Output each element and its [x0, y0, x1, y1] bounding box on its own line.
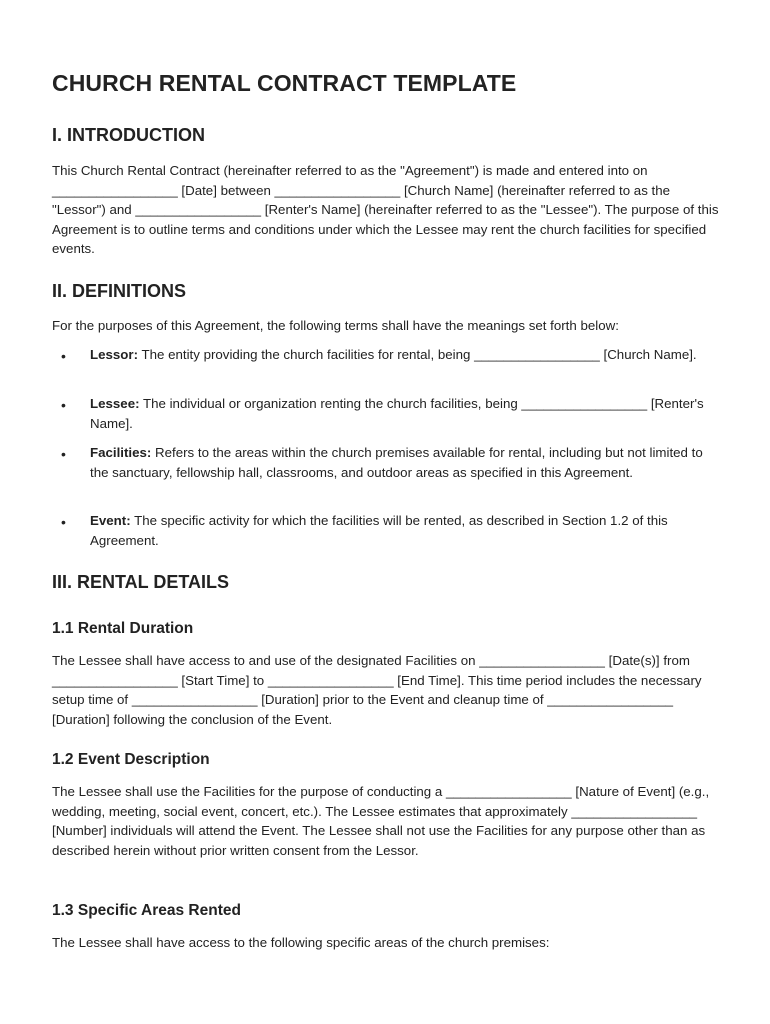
subsection-heading-rental-duration: 1.1 Rental Duration	[52, 620, 194, 637]
definition-text: The entity providing the church facilities for rental, being _________________ [Church Name].	[138, 347, 697, 362]
definition-term: Event:	[90, 513, 131, 528]
definition-term: Lessee:	[90, 396, 140, 411]
definitions-intro: For the purposes of this Agreement, the following terms shall have the meanings set forth below:	[52, 318, 619, 333]
bullet-icon: •	[61, 397, 66, 413]
definition-text: The individual or organization renting the church facilities, being _________________ [Renter's Name].	[90, 396, 704, 431]
bullet-icon: •	[61, 348, 66, 364]
definition-text: Refers to the areas within the church premises available for rental, including but not limited to the sanctuary, fellowship hall, classrooms, and outdoor areas as specified in this Agreement.	[90, 445, 703, 480]
section-heading-definitions: II. DEFINITIONS	[52, 281, 187, 301]
bullet-icon: •	[61, 514, 66, 530]
section-heading-rental-details: III. RENTAL DETAILS	[52, 572, 230, 592]
definition-term: Facilities:	[90, 445, 152, 460]
document-title: CHURCH RENTAL CONTRACT TEMPLATE	[52, 70, 517, 96]
section-heading-introduction: I. INTRODUCTION	[52, 125, 205, 145]
subsection-heading-event-description: 1.2 Event Description	[52, 751, 210, 768]
definition-term: Lessor:	[90, 347, 139, 362]
event-description-paragraph: The Lessee shall use the Facilities for the purpose of conducting a _________________ [Nature of Event] (e.g., wedding, meeting, social event, concert, etc.). The Lessee estimates that approximately _________________ [Number] individuals will attend the Event. The Lessee shall not use the Facilities for any purpose other than as described herein without prior written consent from the Lessor.	[52, 784, 710, 858]
bullet-icon: •	[61, 446, 66, 462]
introduction-paragraph: This Church Rental Contract (hereinafter referred to as the "Agreement") is made and entered into on _________________ [Date] between _________________ [Church Name] (hereinafter referred to as the "Lessor") and _________________ [Renter's Name] (hereinafter referred to as the "Lessee"). The purpose of this Agreement is to outline terms and conditions under which the Lessee may rent the church facilities for specified events.	[52, 163, 719, 257]
rental-duration-paragraph: The Lessee shall have access to and use of the designated Facilities on _________________ [Date(s)] from _________________ [Start Time] to _________________ [End Time]. This time period includes the necessary setup time of _________________ [Duration] prior to the Event and cleanup time of _________________ [Duration] following the conclusion of the Event.	[52, 653, 702, 727]
definition-text: The specific activity for which the facilities will be rented, as described in Section 1.2 of this Agreement.	[90, 513, 668, 548]
specific-areas-paragraph: The Lessee shall have access to the following specific areas of the church premises:	[52, 935, 550, 950]
subsection-heading-specific-areas: 1.3 Specific Areas Rented	[52, 902, 241, 919]
